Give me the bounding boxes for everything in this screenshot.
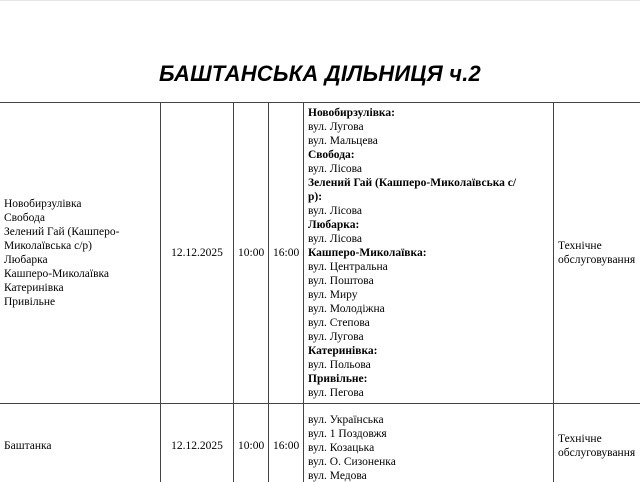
settlement-heading: Катеринівка:: [308, 345, 378, 357]
settlement-name: Катеринівка: [4, 282, 64, 294]
street-name: вул. Лугова: [308, 331, 364, 343]
street-name: вул. Молодіжна: [308, 303, 385, 315]
street-name: вул. Степова: [308, 317, 370, 329]
table-row: [0, 404, 640, 482]
settlement-heading: Новобирзулівка:: [308, 107, 395, 119]
street-name: вул. Поштова: [308, 275, 374, 287]
settlement-heading: Свобода:: [308, 149, 355, 161]
end-time-cell: 16:00: [269, 103, 304, 404]
street-name: вул. Медова: [308, 470, 367, 482]
street-name: вул. Польова: [308, 359, 371, 371]
settlements-cell: [0, 103, 161, 404]
settlement-name: Свобода: [4, 212, 45, 224]
top-divider: [0, 0, 640, 1]
street-name: вул. Українська: [308, 414, 384, 426]
settlement-name: Кашперо-Миколаївка: [4, 268, 110, 280]
settlement-heading: Зелений Гай (Кашперо-Миколаївська с/: [308, 177, 517, 189]
settlements-cell: [0, 404, 161, 482]
start-time-cell: 10:00: [234, 404, 269, 482]
street-name: вул. Мальцева: [308, 135, 378, 147]
street-name: вул. 1 Поздовжя: [308, 428, 387, 440]
end-time-cell: 16:00: [269, 404, 304, 482]
streets-cell: [304, 404, 554, 482]
reason-text: обслуговування: [558, 447, 636, 459]
date-cell: 12.12.2025: [161, 404, 234, 482]
settlement-heading: Кашперо-Миколаївка:: [308, 247, 427, 259]
reason-cell: [554, 404, 640, 482]
street-name: вул. Лісова: [308, 163, 363, 175]
reason-text: Технічне: [558, 240, 602, 252]
street-name: вул. Лісова: [308, 205, 363, 217]
settlement-heading: Привільне:: [308, 373, 368, 385]
reason-cell: [554, 103, 640, 404]
street-name: вул. Центральна: [308, 261, 388, 273]
settlement-name: Миколаївська с/р): [4, 240, 93, 252]
date-cell: 12.12.2025: [161, 103, 234, 404]
settlement-name: Зелений Гай (Кашперо-: [4, 226, 120, 238]
street-name: вул. Миру: [308, 289, 358, 301]
settlement-heading: р):: [308, 191, 323, 203]
streets-cell: [304, 103, 554, 404]
table-row: [0, 103, 640, 404]
reason-text: Технічне: [558, 433, 602, 445]
settlement-heading: Любарка:: [308, 219, 360, 231]
street-name: вул. Лугова: [308, 121, 364, 133]
settlement-name: Привільне: [4, 296, 56, 308]
settlement-name: Новобирзулівка: [4, 198, 82, 210]
start-time-cell: 10:00: [234, 103, 269, 404]
reason-text: обслуговування: [558, 254, 636, 266]
street-name: вул. О. Сизоненка: [308, 456, 396, 468]
street-name: вул. Козацька: [308, 442, 375, 454]
settlement-name: Баштанка: [4, 440, 52, 452]
street-name: вул. Лісова: [308, 233, 363, 245]
street-name: вул. Пегова: [308, 387, 364, 399]
page-title: БАШТАНСЬКА ДІЛЬНИЦЯ ч.2: [159, 61, 481, 86]
settlement-name: Любарка: [4, 254, 48, 266]
outage-schedule-table: [0, 102, 640, 482]
